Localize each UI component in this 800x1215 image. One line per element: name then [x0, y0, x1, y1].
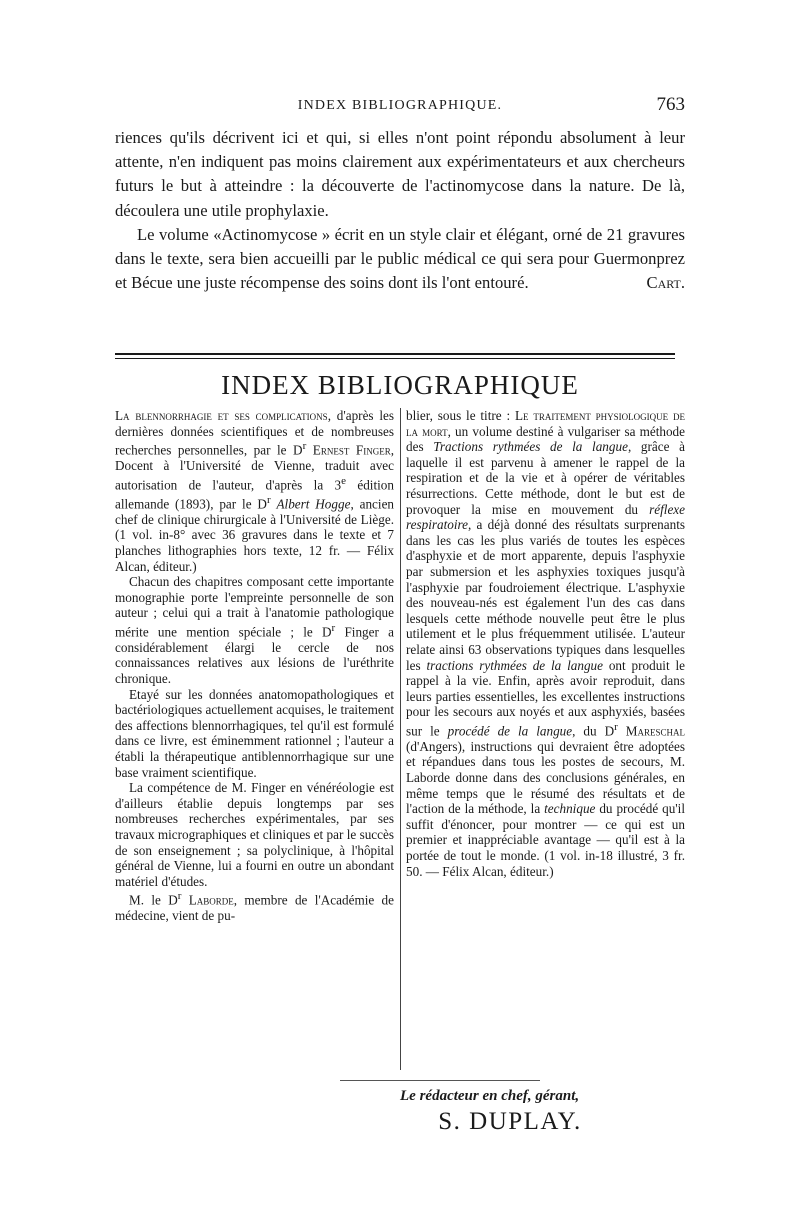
left-column [115, 408, 394, 924]
page-header [115, 94, 685, 118]
entry-title: La blennorrhagie et ses complications [115, 408, 328, 423]
paragraph-text: Chacun des chapitres composant cette importante monographie porte l'empreinte personnelle de son auteur ; celui qui a trait à l'anatomie pathologique mérite une mention spéciale ; le D [115, 574, 394, 640]
italic-phrase: tractions rythmées de la langue [426, 657, 603, 673]
page-number: 763 [656, 94, 685, 115]
paragraph-text: ont produit le rappel à la vie. Enfin, après avoir reproduit, dans leurs parties essentielles, les excellentes instructions pour les secours aux noyés et aux asphyxiés, basées sur le [406, 657, 685, 739]
section-title: INDEX BIBLIOGRAPHIQUE [221, 370, 579, 400]
review-paragraph [406, 408, 685, 879]
italic-phrase: réflexe respiratoire [406, 501, 685, 533]
intro-paragraph-text: Le volume «Actinomycose » écrit en un style clair et élégant, orné de 21 gravures dans le texte, sera bien accueilli par le public médical ce qui sera pour Guermonprez et Bécue une juste récompense des soins dont ils l'ont entouré. [115, 224, 685, 293]
superscript: r [331, 621, 336, 634]
mareschal-name: Mareschal [625, 723, 686, 739]
translator-name: Albert Hogge [276, 496, 351, 512]
paragraph-text: , membre de l'Académie de médecine, vient de pu- [115, 892, 394, 924]
review-paragraph: La compétence de M. Finger en vénéréologie est d'ailleurs établie depuis longtemps par ses nombreuses recherches expérimentales, par ses travaux micrographiques et cliniques et par le succès de son enseignement ; sa polyclinique, à l'hôpital général de Vienne, lui a fourni en outre un abondant matériel d'études. [115, 780, 394, 889]
paragraph-text: , a déjà donné des résultats surprenants dans les cas les plus variés de toutes les espèces d'asphyxie et de mort apparente, depuis l'asphyxie par submersion et les asphyxies toxiques jusqu'à l'asphyxie par foudroiement électrique. L'asphyxie des nouveau-nés est également l'un des cas dans lesquels cette méthode nouvelle peut être le plus utilement et le plus fréquemment utilisée. L'auteur relate ainsi 63 observations typiques dans lesquelles les [406, 517, 685, 673]
italic-phrase: procédé de la langue [447, 723, 573, 739]
footer-rule [340, 1080, 540, 1081]
entry-text: édition allemande (1893), par le D [115, 477, 394, 512]
intro-paragraph [115, 223, 685, 296]
two-column-body [115, 408, 685, 1068]
superscript: r [177, 890, 182, 903]
intro-paragraph: riences qu'ils décrivent ici et qui, si elles n'ont point répondu absolument à leur attente, n'en indiquent pas moins clairement aux expérimentateurs et aux chercheurs futurs le but à atteindre : la découverte de l'actinomycose dans la nature. De là, découlera une utile prophylaxie. [115, 128, 685, 220]
running-title: INDEX BIBLIOGRAPHIQUE. [297, 98, 503, 113]
editor-line: Le rédacteur en chef, gérant, [400, 1088, 580, 1104]
entry-text: , d'après les dernières données scientifiques et de nombreuses recherches personnelles, par le D [115, 408, 394, 458]
review-paragraph [115, 889, 394, 924]
paragraph-text: blier, sous le titre : [406, 408, 515, 423]
superscript: r [614, 720, 618, 733]
review-paragraph: Etayé sur les données anatomopathologiques et bactériologiques actuellement acquises, le traitement des affections blennorrhagiques, tel qu'il est formulé dans ce livre, est éminemment rationnel ; l'auteur a établi la thérapeutique antiblennorrhagique sur une base vraiment scientifique. [115, 686, 394, 780]
intro-text [115, 126, 685, 295]
paragraph-text: Finger a considérablement élargi le cercle de nos connaissances relatives aux lésions de l'uréthrite chronique. [115, 624, 394, 687]
italic-phrase: Tractions rythmées de la langue [433, 439, 628, 455]
right-column [406, 408, 685, 879]
superscript: r [266, 493, 271, 506]
editor-name: S. DUPLAY. [438, 1108, 582, 1135]
entry-text: , Docent à l'Université de Vienne, traduit avec autorisation de l'auteur, d'après la 3 [115, 442, 394, 493]
superscript: r [302, 440, 307, 453]
section-divider [115, 353, 675, 359]
paragraph-text: M. le D [129, 892, 178, 908]
author-name: Ernest Finger [312, 442, 391, 458]
paragraph-text: , grâce à laquelle il est parvenu à amener le rappel de la respiration et de la vie et à opérer de véritables résurrections. Cette méthode, dont le but est de provoquer la mise en mouvement du [406, 439, 685, 517]
review-signature: Cart. [646, 273, 685, 293]
paragraph-text: du procédé qu'il suffit d'énoncer, pour montrer — ce qui est un premier et inappréciable avantage — qu'il est à la portée de tout le monde. (1 vol. in-18 illustré, 3 fr. 50. — Félix Alcan, éditeur.) [406, 801, 686, 879]
entry-text: , ancien chef de clinique chirurgicale à l'Université de Liège. (1 vol. in-8° avec 36 gravures dans le texte et 7 planches lithographies hors texte, 12 fr. — Félix Alcan, éditeur.) [115, 496, 395, 574]
column-divider [400, 408, 401, 1070]
laborde-name: Laborde [188, 892, 234, 908]
review-paragraph [115, 574, 394, 687]
paragraph-text: , du D [572, 723, 615, 739]
paragraph-text: (d'Angers), instructions qui devraient être adoptées et répandues dans tous les postes de secours, M. Laborde donne dans des conclusions générales, en même temps que le résumé des résultats et de l'action de la méthode, la [406, 738, 685, 817]
italic-phrase: technique [544, 801, 596, 817]
paragraph-text: , un volume destiné à vulgariser sa méthode des [406, 423, 685, 455]
book-title: Le traitement physiologique de la mort [406, 408, 685, 439]
bibliographic-entry [115, 408, 394, 574]
superscript: e [341, 474, 347, 487]
